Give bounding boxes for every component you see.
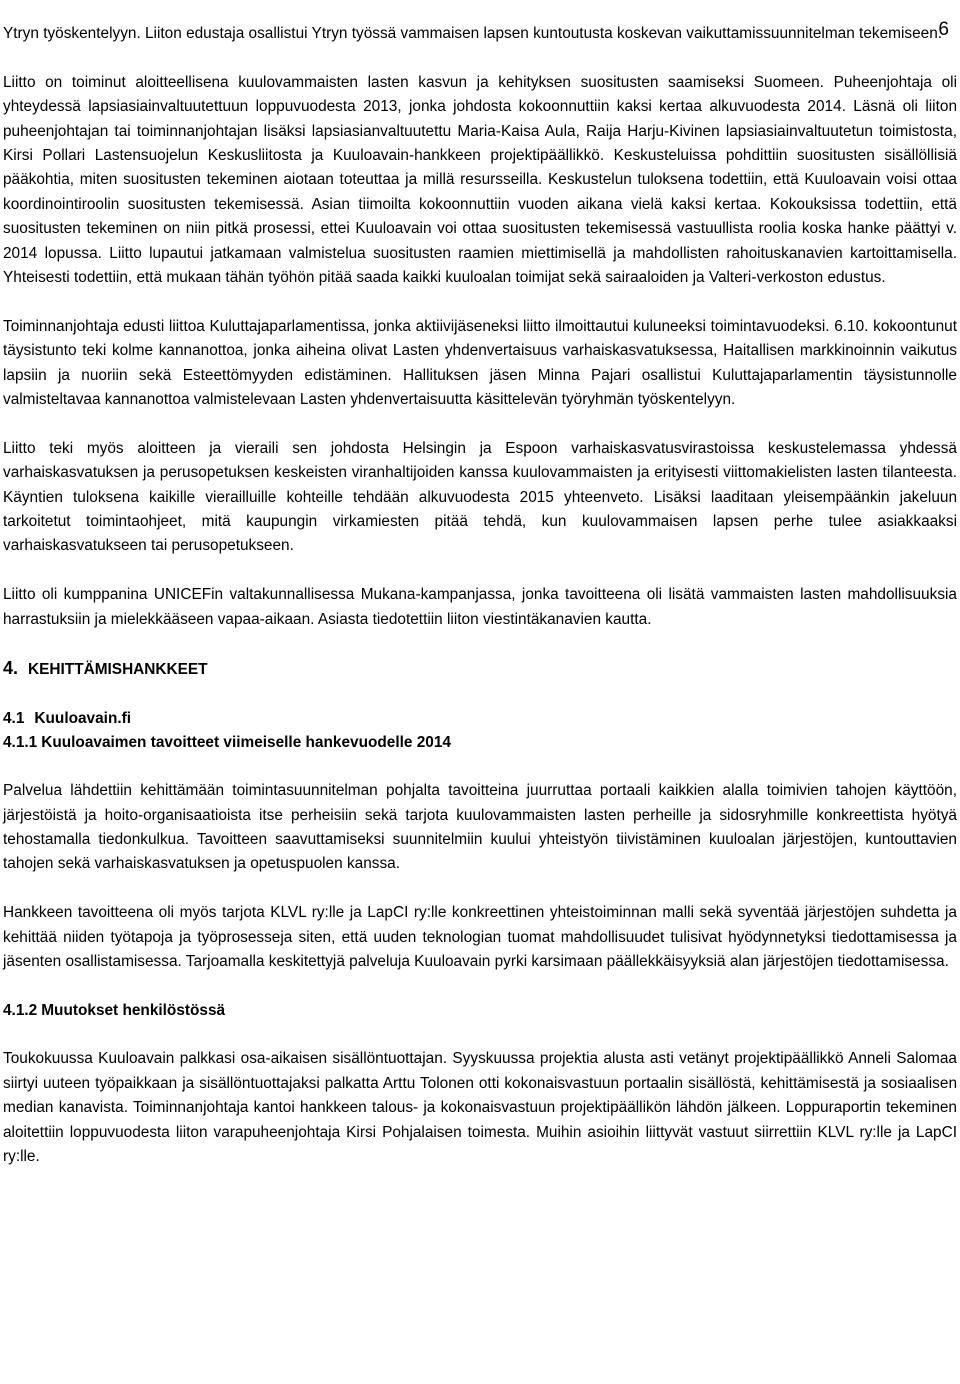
paragraph-service-development: Palvelua lähdettiin kehittämään toimintasuunnitelman pohjalta tavoitteina juurruttaa portaali kaikkien alalla toimivien tahojen käyttöön, järjestöistä ja hoito-organisaatioista itse perheisiin sekä tarjota kuulovammaisten lasten perheille ja sidosryhmille konkreettista hyötyä tehostamalla tiedonkulkua. Tavoitteen saavuttamiseksi suunnitelmiin kuului yhteistyön tiivistäminen kuuloalan järjestöjen, kuntouttavien tahojen sekä varhaiskasvatuksen ja opetuspuolen kanssa.	[3, 782, 957, 873]
paragraph-staff-changes: Toukokuussa Kuuloavain palkkasi osa-aikaisen sisällöntuottajan. Syyskuussa projektia alusta asti vetänyt projektipäällikkö Anneli Salomaa siirtyi uuteen työpaikkaan ja sisällöntuottajaksi palkatta Arttu Tolonen otti kokonaisvastuun portaalin sisällöstä, kehittämisestä ja sosiaalisen median kanavista. Toiminnanjohtaja kantoi hankkeen talous- ja kokonaisvastuun projektipäällikön lähdön jälkeen. Loppuraportin tekeminen aloitettiin loppuvuodesta liiton varapuheenjohtaja Kirsi Pohjalaisen toimesta. Muihin asioihin liittyvät vastuut siirrettiin KLVL ry:lle ja LapCI ry:lle.	[3, 1050, 957, 1165]
section-number: 4.	[3, 658, 19, 679]
section-number: 4.1.1	[3, 733, 38, 751]
section-title: Kuuloavaimen tavoitteet viimeiselle hankevuodelle 2014	[41, 733, 451, 751]
section-heading-4-1-2	[3, 999, 957, 1023]
section-heading-4-1-1	[3, 731, 957, 755]
paragraph-ytry: Ytryn työskentelyyn. Liiton edustaja osallistui Ytryn työssä vammaisen lapsen kuntoutusta koskevan vaikuttamissuunnitelman tekemiseen.	[3, 25, 943, 42]
section-title: Kuuloavain.fi	[34, 709, 132, 727]
paragraph-unicef: Liitto oli kumppanina UNICEFin valtakunnallisessa Mukana-kampanjassa, jonka tavoitteena oli lisätä vammaisten lasten mahdollisuuksia harrastuksiin ja mielekkääseen vapaa-aikaan. Asiasta tiedotettiin liiton viestintäkanavien kautta.	[3, 586, 957, 628]
paragraph-consumer-parliament: Toiminnanjohtaja edusti liittoa Kuluttajaparlamentissa, jonka aktiivijäseneksi liitto ilmoittautui kuluneeksi toimintavuodeksi. 6.10. kokoontunut täysistunto teki kolme kannanottoa, jonka aiheina olivat Lasten yhdenvertaisuus varhaiskasvatuksessa, Haitallisen markkinoinnin vaikutus lapsiin ja nuoriin sekä Esteettömyyden edistäminen. Hallituksen jäsen Minna Pajari osallistui Kuluttajaparlamentin täysistunnolle valmisteltavaa kannanottoa valmistelevaan Lasten yhdenvertaisuutta käsittelevän työryhmän työskentelyyn.	[3, 317, 957, 409]
paragraph-project-goals: Hankkeen tavoitteena oli myös tarjota KLVL ry:lle ja LapCI ry:lle konkreettinen yhteistoiminnan malli sekä syventää järjestöjen suhdetta ja kehittää niiden työtapoja ja työprosesseja siten, että uuden teknologian tuomat mahdollisuudet tulisivat hyödynnetyksi tiedottamisessa ja jäsenten osallistamisessa. Tarjoamalla keskitettyjä palveluja Kuuloavain pyrki karsimaan päällekkäisyyksiä alan järjestöjen tiedottamisessa.	[3, 904, 957, 971]
document-page	[3, 19, 957, 1169]
page-number: 6	[938, 19, 949, 40]
paragraph-recommendations: Liitto on toiminut aloitteellisena kuulovammaisten lasten kasvun ja kehityksen suositusten saamiseksi Suomeen. Puheenjohtaja oli yhteydessä lapsiasiainvaltuutettuun loppuvuodesta 2013, jonka johdosta kokoonnuttiin kaksi kertaa alkuvuodesta 2014. Läsnä oli liiton puheenjohtajan tai toiminnanjohtajan lisäksi lapsiasianvaltuutettu Maria-Kaisa Aula, Raija Harju-Kivinen lapsiasiainvaltuutetun toimistosta, Kirsi Pollari Lastensuojelun Keskusliitosta ja Kuuloavain-hankkeen projektipäällikkö. Keskusteluissa pohdittiin suositusten sisällöllisiä pääkohtia, miten suositusten tekeminen aiotaan toteuttaa ja millä resursseilla. Keskustelun tuloksena todettiin, että Kuuloavain voisi ottaa koordinointiroolin suositusten tekemisessä. Asian tiimoilta kokoonnuttiin vuoden aikana vielä kaksi kertaa. Kokouksissa todettiin, että suositusten tekeminen on niin pitkä prosessi, ettei Kuuloavain voi ottaa suositusten tekemisessä vastuullista roolia koska hanke päättyi v. 2014 lopussa. Liitto lupautui jatkamaan valmistelua suositusten raamien miettimisellä ja mahdollisten rahoituskanavien kartoittamisella. Yhteisesti todettiin, että mukaan tähän työhön pitää saada kaikki kuuloalan toimijat sekä sairaaloiden ja Valteri-verkoston edustus.	[3, 73, 957, 287]
section-number: 4.1	[3, 709, 25, 727]
section-heading-4-1	[3, 707, 957, 731]
paragraph-early-education: Liitto teki myös aloitteen ja vieraili sen johdosta Helsingin ja Espoon varhaiskasvatusvirastoissa keskustelemassa yhdessä varhaiskasvatuksen ja perusopetuksen keskeisten viranhaltijoiden kanssa kuulovammaisten ja erityisesti viittomakielisten lasten tilanteesta. Käyntien tuloksena kaikille vierailluille kohteille tehdään alkuvuodesta 2015 yhteenveto. Lisäksi laaditaan yleisempäänkin jakeluun tarkoitetut toimintaohjeet, mitä kaupungin virkamiesten pitää tehdä, kun kuulovammaisen lapsen perhe tulee asiakkaaksi varhaiskasvatukseen tai perusopetukseen.	[3, 439, 957, 555]
section-title: Muutokset henkilöstössä	[41, 1001, 226, 1019]
section-heading-4	[3, 656, 957, 682]
section-number: 4.1.2	[3, 1001, 38, 1019]
section-title: KEHITTÄMISHANKKEET	[28, 661, 208, 679]
